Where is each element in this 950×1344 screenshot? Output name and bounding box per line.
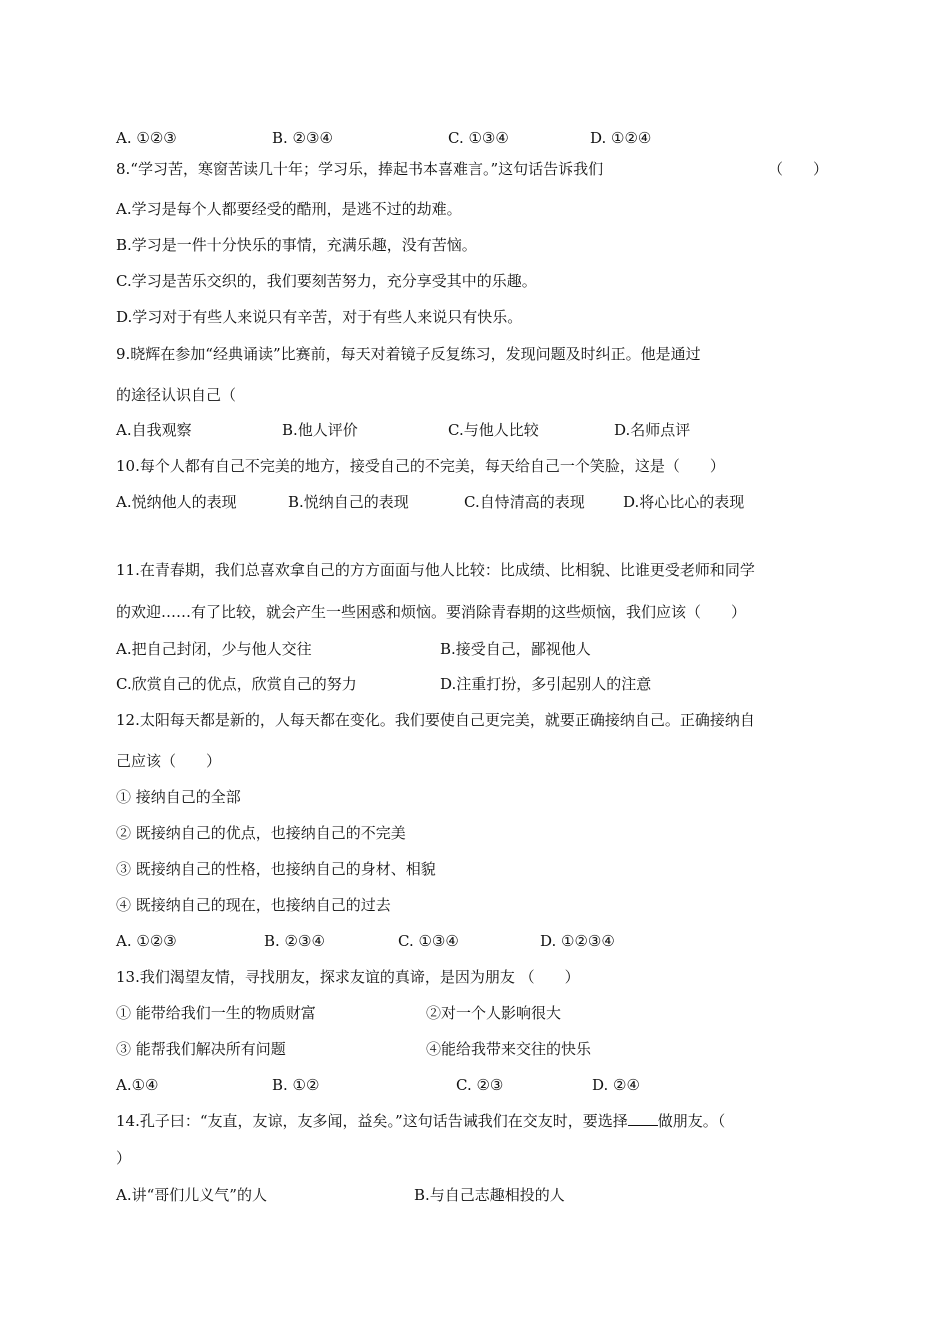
q12-item-1: ① 接纳自己的全部 (116, 788, 241, 806)
q11-option-d: D.注重打扮，多引起别人的注意 (440, 675, 652, 693)
q12-item-4: ④ 既接纳自己的现在，也接纳自己的过去 (116, 896, 391, 914)
q8-option-d: D.学习对于有些人来说只有辛苦，对于有些人来说只有快乐。 (116, 308, 523, 326)
q13-item-2: ②对一个人影响很大 (426, 1004, 562, 1022)
q10-option-c: C.自恃清高的表现 (464, 493, 585, 511)
q14-answer-blank[interactable] (628, 1111, 658, 1126)
q14-stem-line2: ） (116, 1149, 132, 1167)
q13-option-b: B. ①② (272, 1076, 320, 1094)
q10-stem: 10.每个人都有自己不完美的地方，接受自己的不完美，每天给自己一个笑脸，这是（ ） (116, 457, 725, 475)
q12-item-2: ② 既接纳自己的优点，也接纳自己的不完美 (116, 824, 406, 842)
q9-option-b: B.他人评价 (282, 421, 358, 439)
q12-option-c: C. ①③④ (398, 932, 459, 950)
q7-option-a: A. ①②③ (116, 129, 177, 147)
q13-item-1: ① 能带给我们一生的物质财富 (116, 1004, 316, 1022)
q14-stem-part-b: 做朋友。（ (657, 1112, 726, 1130)
q7-option-c: C. ①③④ (448, 129, 509, 147)
q8-option-a: A.学习是每个人都要经受的酷刑，是逃不过的劫难。 (116, 200, 462, 218)
q11-stem-line1: 11.在青春期，我们总喜欢拿自己的方方面面与他人比较：比成绩、比相貌、比谁更受老师和同学 (116, 561, 755, 579)
q8-stem: 8.“学习苦，寒窗苦读几十年；学习乐，捧起书本喜难言。”这句话告诉我们 (116, 160, 604, 178)
q14-stem-line1 (116, 1111, 725, 1131)
q9-stem-line1: 9.晓辉在参加“经典诵读”比赛前，每天对着镜子反复练习，发现问题及时纠正。他是通过 (116, 345, 701, 363)
q11-option-b: B.接受自己，鄙视他人 (440, 640, 591, 658)
q9-stem-line2: 的途径认识自己（ (116, 386, 237, 404)
q13-option-d: D. ②④ (592, 1076, 640, 1094)
q13-option-a: A.①④ (116, 1076, 159, 1094)
q12-option-b: B. ②③④ (264, 932, 325, 950)
q13-item-4: ④能给我带来交往的快乐 (426, 1040, 592, 1058)
q12-stem-line2: 己应该（ ） (116, 752, 222, 770)
q9-option-a: A.自我观察 (116, 421, 192, 439)
q13-item-3: ③ 能帮我们解决所有问题 (116, 1040, 286, 1058)
q11-option-a: A.把自己封闭，少与他人交往 (116, 640, 312, 658)
q10-option-a: A.悦纳他人的表现 (116, 493, 237, 511)
q9-option-d: D.名师点评 (614, 421, 691, 439)
q11-option-c: C.欣赏自己的优点，欣赏自己的努力 (116, 675, 357, 693)
q7-option-d: D. ①②④ (590, 129, 652, 147)
q14-stem-part-a: 14.孔子曰：“友直，友谅，友多闻，益矣。”这句话告诫我们在交友时，要选择 (116, 1112, 628, 1130)
q10-option-d: D.将心比心的表现 (623, 493, 745, 511)
q12-option-d: D. ①②③④ (540, 932, 615, 950)
q8-answer-paren: （ ） (768, 160, 829, 178)
q8-option-b: B.学习是一件十分快乐的事情，充满乐趣，没有苦恼。 (116, 236, 477, 254)
q10-option-b: B.悦纳自己的表现 (288, 493, 409, 511)
q13-option-c: C. ②③ (456, 1076, 504, 1094)
q9-option-c: C.与他人比较 (448, 421, 539, 439)
q13-stem: 13.我们渴望友情，寻找朋友，探求友谊的真谛，是因为朋友 （ ） (116, 968, 580, 986)
q12-stem-line1: 12.太阳每天都是新的，人每天都在变化。我们要使自己更完美，就要正确接纳自己。正确接纳自 (116, 711, 755, 729)
q7-option-b: B. ②③④ (272, 129, 333, 147)
q14-option-a: A.讲“哥们儿义气”的人 (116, 1186, 267, 1204)
q11-stem-line2: 的欢迎……有了比较，就会产生一些困惑和烦恼。要消除青春期的这些烦恼，我们应该（ ） (116, 603, 747, 621)
q12-option-a: A. ①②③ (116, 932, 177, 950)
q14-option-b: B.与自己志趣相投的人 (414, 1186, 565, 1204)
q8-option-c: C.学习是苦乐交织的，我们要刻苦努力，充分享受其中的乐趣。 (116, 272, 537, 290)
q12-item-3: ③ 既接纳自己的性格，也接纳自己的身材、相貌 (116, 860, 436, 878)
